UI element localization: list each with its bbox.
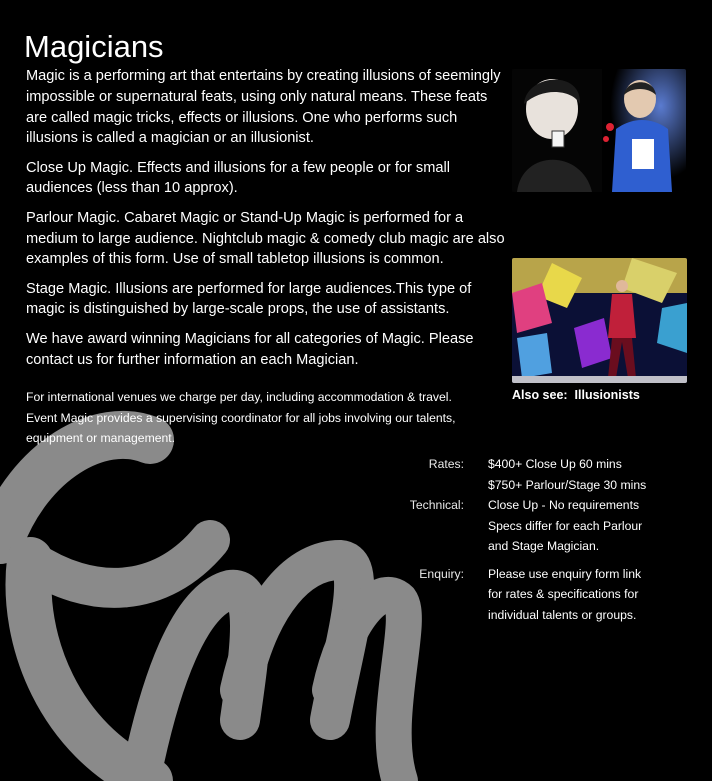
paragraph-magic-definition: Magic is a performing art that entertains by creating illusions of seemingly impossible or supernatural feats, using only natural means. These feats are called magic tricks, effects or illusions. One who performs such illusions is called a magician or an illusionist. [26, 68, 501, 147]
also-see-label: Also see: [512, 388, 575, 402]
technical-line: Specs differ for each Parlour [488, 518, 643, 533]
paragraph-award-winning: We have award winning Magicians for all categories of Magic. Please contact us for further information an each Magician. [26, 330, 474, 368]
magicians-photo [512, 69, 686, 192]
rates-label: Rates: [428, 457, 464, 471]
technical-row [380, 495, 700, 557]
enquiry-line: individual talents or groups. [488, 607, 637, 622]
note-international-venues: For international venues we charge per day, including accommodation & travel. [26, 390, 452, 404]
stage-performer-photo [512, 258, 687, 383]
enquiry-value [488, 564, 688, 626]
enquiry-line: for rates & specifications for [488, 587, 639, 601]
paragraph-parlour-magic: Parlour Magic. Cabaret Magic or Stand-Up Magic is performed for a medium to large audience. Nightclub magic & comedy club magic are also examples of this form. Use of small tabletop illusions is common. [26, 209, 505, 268]
illusionists-link[interactable]: Illusionists [574, 388, 640, 402]
rates-row [380, 454, 700, 495]
paragraph-stage-magic: Stage Magic. Illusions are performed for large audiences.This type of magic is distinguished by large-scale props, the use of assistants. [26, 280, 472, 318]
also-see [512, 388, 640, 402]
enquiry-row [380, 564, 700, 626]
rates-line: $400+ Close Up 60 mins [488, 457, 622, 471]
enquiry-label: Enquiry: [419, 566, 464, 581]
note-supervising-coordinator: Event Magic provides a supervising coordinator for all jobs involving our talents, equipment or management. [26, 410, 456, 445]
technical-value [488, 495, 688, 557]
technical-line: Close Up - No requirements [488, 498, 640, 512]
details-table [380, 454, 700, 632]
rates-line: $750+ Parlour/Stage 30 mins [488, 477, 647, 492]
enquiry-line: Please use enquiry form link [488, 566, 642, 581]
page-title: Magicians [24, 29, 164, 64]
intro-text [26, 66, 508, 379]
notes [26, 387, 508, 449]
technical-label: Technical: [409, 498, 464, 512]
rates-value [488, 454, 688, 495]
paragraph-close-up-magic: Close Up Magic. Effects and illusions for a few people or for small audiences (less than 10 approx). [26, 159, 450, 197]
technical-line: and Stage Magician. [488, 539, 600, 553]
